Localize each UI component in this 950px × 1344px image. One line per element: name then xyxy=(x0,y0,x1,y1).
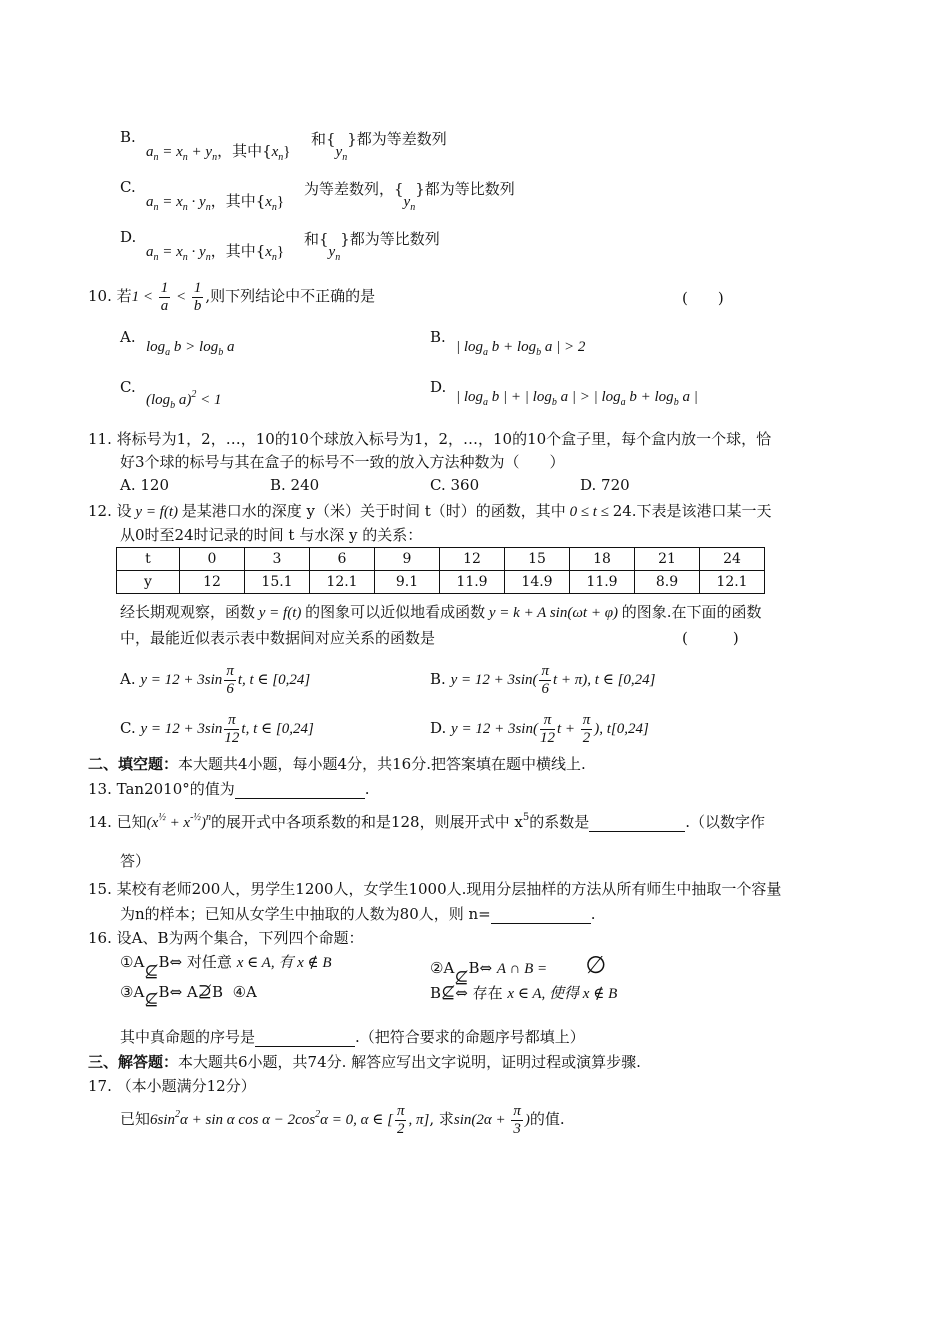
q11-option-c: C. 360 xyxy=(430,476,480,494)
q12-answer-paren: ( ) xyxy=(682,629,739,647)
q9-b-formula: $a_n = x_n + y_n$，其中$\{x_n\}$ xyxy=(146,142,291,163)
empty-set-icon: ∅ xyxy=(585,951,607,979)
q12-option-a: A. y = 12 + 3sin $\frac{\pi}{6}$ t, t ∈ [0,24] xyxy=(120,663,311,697)
table-cell: 9 xyxy=(375,548,440,571)
table-cell: 9.1 xyxy=(375,571,440,594)
table-cell: 6 xyxy=(310,548,375,571)
q12-line4: 中，最能近似表示表中数据间对应关系的函数是 xyxy=(120,629,436,647)
q9-option-b: B. xyxy=(120,128,136,146)
q11-line1: 11. 将标号为1，2，…，10的10个球放入标号为1，2，…，10的10个盒子里，每个盒内放一个球，恰 xyxy=(88,430,772,448)
q16-p3: ③A⊈B⇔ A⊉B ④A xyxy=(120,982,257,1009)
q17-head: 17. （本小题满分12分） xyxy=(88,1077,256,1095)
q10-option-b: | $\log_a b + \log_b a$ | > 2 xyxy=(456,339,586,358)
depth-table xyxy=(116,547,765,594)
q10-option-c: ($\log_b$ a)$^2$ < 1 xyxy=(146,389,222,411)
q11-line2: 好3个球的标号与其在盒子的标号不一致的放入方法种数为（ ） xyxy=(120,453,565,471)
q13: 13. Tan2010°的值为 . xyxy=(88,780,370,798)
q11-option-d: D. 720 xyxy=(580,476,630,494)
q16-line1: 16. 设A、B为两个集合，下列四个命题： xyxy=(88,929,364,947)
q9-c-formula: $a_n = x_n \cdot y_n$，其中$\{x_n\}$ xyxy=(146,192,285,213)
q12-line1: 12. 设 y = f(t) 是某港口水的深度 y（米）关于时间 t（时）的函数，其中 0 ≤ t ≤ 24.下表是该港口某一天 xyxy=(88,502,772,520)
q10-stem: 10. 若1 < $\frac{1}{a}$ < $\frac{1}{b}$ ,则下列结论中不正确的是 xyxy=(88,280,376,314)
q10-option-c-label: C. xyxy=(120,378,136,396)
q16-p4: B⊈⇔ 存在 x ∈ A, 使得 x ∉ B xyxy=(430,983,618,1002)
q12-option-b: B. y = 12 + 3sin( $\frac{\pi}{6}$ t + π), t ∈ [0,24] xyxy=(430,663,656,697)
q9-d-tail: 和$\{y_n\}$都为等比数列 xyxy=(304,230,440,263)
section-2-heading: 二、填空题：本大题共4小题，每小题4分，共16分.把答案填在题中横线上. xyxy=(88,755,586,773)
table-cell: 24 xyxy=(700,548,765,571)
q10-answer-paren: ( ) xyxy=(682,289,724,307)
q16-p1: ①A⊈B⇔ 对任意 x ∈ A, 有 x ∉ B xyxy=(120,953,332,981)
table-cell: 11.9 xyxy=(440,571,505,594)
table-cell: 15.1 xyxy=(245,571,310,594)
q11-option-a: A. 120 xyxy=(120,476,169,494)
q15-line1: 15. 某校有老师200人，男学生1200人，女学生1000人.现用分层抽样的方法从所有师生中抽取一个容量 xyxy=(88,880,782,898)
q17-body: 已知$6\sin^2\alpha + \sin \alpha$ $\cos \alpha - 2\cos^2\alpha = 0$, α ∈ [ $\frac{\pi}{2}$ , π], 求sin(2α + $\frac{\pi}{3}$ )的值. xyxy=(120,1103,565,1137)
q9-b-tail: 和$\{y_n\}$都为等差数列 xyxy=(311,130,447,163)
table-cell: 15 xyxy=(505,548,570,571)
table-cell: 14.9 xyxy=(505,571,570,594)
table-cell: 3 xyxy=(245,548,310,571)
table-row-y xyxy=(117,571,765,594)
table-cell: 12 xyxy=(180,571,245,594)
q10-option-d: | $\log_a b$ | + | $\log_b a$ | > | $\log_a b + \log_b a$ | xyxy=(456,389,698,408)
table-cell: 12.1 xyxy=(700,571,765,594)
q11-option-b: B. 240 xyxy=(270,476,320,494)
q12-line2: 从0时至24时记录的时间 t 与水深 y 的关系： xyxy=(120,526,423,544)
table-cell: 21 xyxy=(635,548,700,571)
table-row-t xyxy=(117,548,765,571)
q10-option-a: $\log_a b > \log_b a$ xyxy=(146,339,235,358)
table-cell: 8.9 xyxy=(635,571,700,594)
q9-option-d: D. xyxy=(120,228,137,246)
q16-answer-line: 其中真命题的序号是 .（把符合要求的命题序号都填上） xyxy=(120,1028,585,1046)
q12-option-c: C. y = 12 + 3sin $\frac{\pi}{12}$ t, t ∈ [0,24] xyxy=(120,712,314,746)
q12-line3: 经长期观观察，函数 y = f(t) 的图象可以近似地看成函数 y = k + A sin(ωt + φ) 的图象.在下面的函数 xyxy=(120,603,762,621)
q10-option-b-label: B. xyxy=(430,328,446,346)
table-cell: 12.1 xyxy=(310,571,375,594)
table-cell: 12 xyxy=(440,548,505,571)
q14-line2: 答） xyxy=(120,852,151,870)
q10-option-d-label: D. xyxy=(430,378,447,396)
section-3-heading: 三、解答题：本大题共6小题，共74分. 解答应写出文字说明，证明过程或演算步骤. xyxy=(88,1053,641,1071)
q9-c-tail: 为等差数列，$\{y_n\}$都为等比数列 xyxy=(304,180,515,213)
table-cell: t xyxy=(117,548,180,571)
q15-line2: 为n的样本；已知从女学生中抽取的人数为80人，则 n= . xyxy=(120,905,596,923)
table-cell: 18 xyxy=(570,548,635,571)
q10-option-a-label: A. xyxy=(120,328,136,346)
q12-option-d: D. y = 12 + 3sin( $\frac{\pi}{12}$ t + $\frac{\pi}{2}$ ), t[0,24] xyxy=(430,712,649,746)
q14-line1: 14. 已知$(x^{\frac{1}{2}} + x^{-\frac{1}{2}})^n$的展开式中各项系数的和是128，则展开式中 $x^5$的系数是 .（以数字作 xyxy=(88,812,765,831)
table-cell: 0 xyxy=(180,548,245,571)
table-cell: 11.9 xyxy=(570,571,635,594)
q9-option-c: C. xyxy=(120,178,136,196)
q16-p2: ②A⊈B⇔ A ∩ B = ∅ xyxy=(430,951,607,987)
table-cell: y xyxy=(117,571,180,594)
q9-d-formula: $a_n = x_n \cdot y_n$，其中$\{x_n\}$ xyxy=(146,242,285,263)
